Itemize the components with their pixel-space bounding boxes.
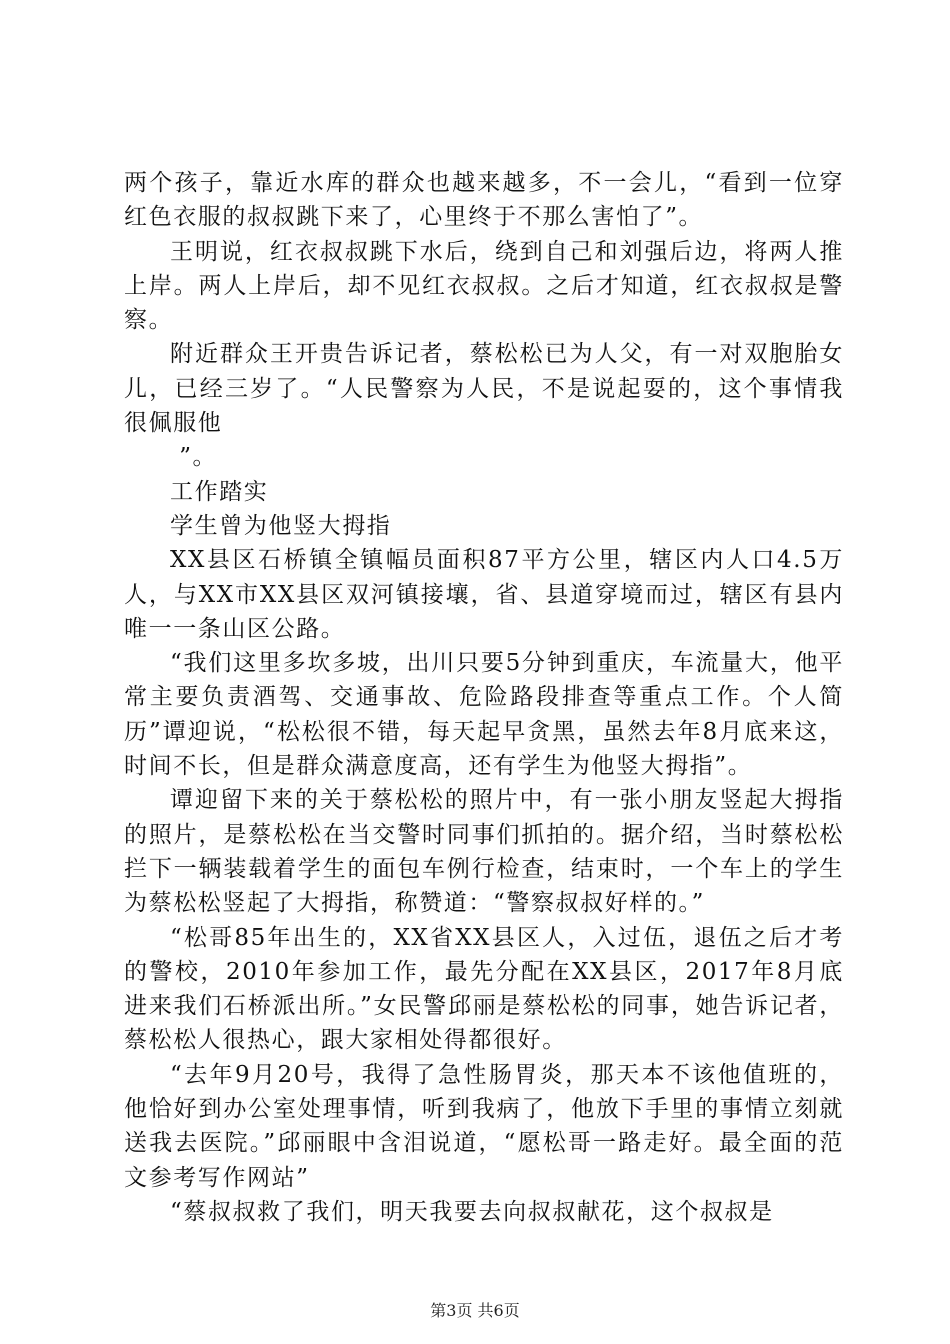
- paragraph-8: “去年9月20号，我得了急性肠胃炎，那天本不该他值班的，他恰好到办公室处理事情，听到我病了，他放下手里的事情立刻就送我去医院。”邱丽眼中含泪说道，“愿松哥一路走好。最全面的范文参考写作网站”: [124, 1061, 844, 1191]
- paragraph-6: 谭迎留下来的关于蔡松松的照片中，有一张小朋友竖起大拇指的照片，是蔡松松在当交警时同事们抓拍的。据介绍，当时蔡松松拦下一辆装载着学生的面包车例行检查，结束时，一个车上的学生为蔡松松竖起了大拇指，称赞道：“警察叔叔好样的。”: [124, 787, 844, 917]
- paragraph-4: XX县区石桥镇全镇幅员面积87平方公里，辖区内人口4.5万人，与XX市XX县区双河镇接壤，省、县道穿境而过，辖区有县内唯一一条山区公路。: [124, 547, 844, 642]
- page-number-footer: 第3页 共6页: [430, 1301, 520, 1320]
- paragraph-9: “蔡叔叔救了我们，明天我要去向叔叔献花，这个叔叔是: [170, 1198, 774, 1225]
- section-heading-1: 工作踏实: [170, 478, 269, 505]
- paragraph-3: 附近群众王开贵告诉记者，蔡松松已为人父，有一对双胞胎女儿，已经三岁了。“人民警察为人民，不是说起耍的，这个事情我很佩服他: [124, 341, 844, 437]
- article-body: [124, 166, 844, 1229]
- section-heading-2: 学生曾为他竖大拇指: [170, 512, 392, 539]
- paragraph-1: 两个孩子，靠近水库的群众也越来越多，不一会儿，“看到一位穿红色衣服的叔叔跳下来了，心里终于不那么害怕了”。: [124, 170, 844, 231]
- paragraph-2: 王明说，红衣叔叔跳下水后，绕到自己和刘强后边，将两人推上岸。两人上岸后，却不见红衣叔叔。之后才知道，红衣叔叔是警察。: [124, 238, 844, 334]
- paragraph-3-closing-quote: ”。: [179, 444, 218, 471]
- paragraph-5: “我们这里多坎多坡，出川只要5分钟到重庆，车流量大，他平常主要负责酒驾、交通事故、危险路段排查等重点工作。个人简历”谭迎说，“松松很不错，每天起早贪黑，虽然去年8月底来这，时间不长，但是群众满意度高，还有学生为他竖大拇指”。: [124, 650, 844, 780]
- paragraph-7: “松哥85年出生的，XX省XX县区人，入过伍，退伍之后才考的警校，2010年参加工作，最先分配在XX县区，2017年8月底进来我们石桥派出所。”女民警邱丽是蔡松松的同事，她告诉记者，蔡松松人很热心，跟大家相处得都很好。: [124, 924, 844, 1054]
